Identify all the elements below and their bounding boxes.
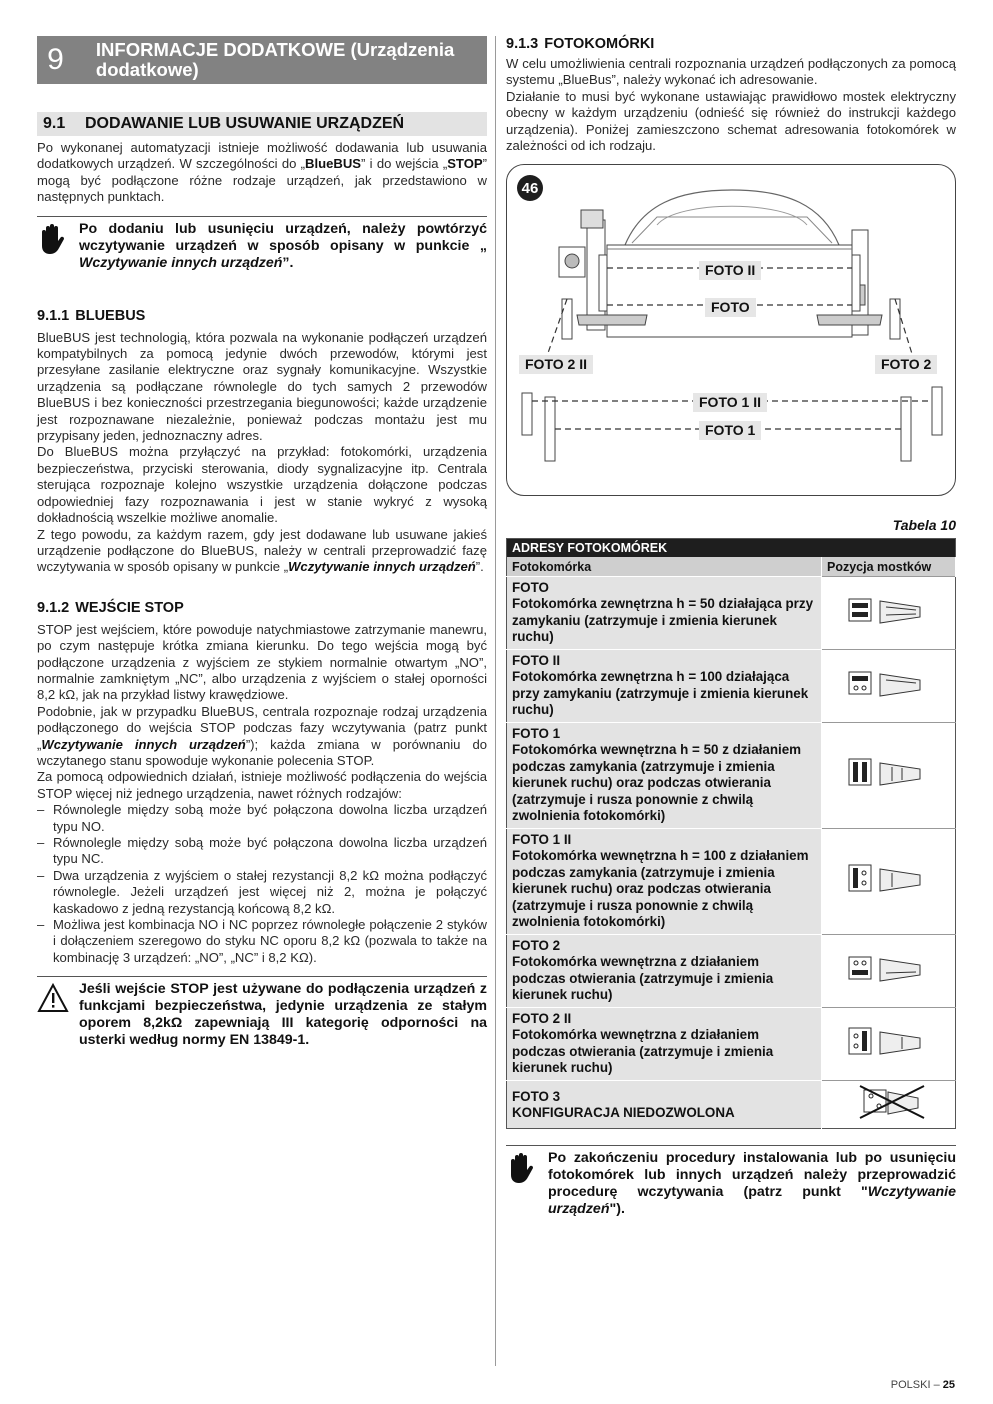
bluebus-paragraph-1: BlueBUS jest technologią, która pozwala na wykonanie podłączeń urządzeń kompatybilnych za pomocą jedynie dwóch przewodów, którymi jest przesyłane zasilanie elektryczne oraz sygnały komunikacyjne. Wszystkie urządzenia są podłączane równolegle do tych samych 2 przewodów BlueBUS i bez konieczności przestrzegania biegunowości; każde urządzenie jest rozpoznawane niezależnie, ponieważ podczas montażu jest mu przypisany jeden, jednoznaczny adres. xyxy=(37,329,487,444)
stop-list xyxy=(37,802,487,966)
bluebus-paragraph-3: Z tego powodu, za każdym razem, gdy jest dodawane lub usuwane jakieś urządzenie podłączone do BlueBUS, należy w centrali przeprowadzić fazę wczytywania w sposób opisany w punkcie „Wczytywanie innych urządzeń”. xyxy=(37,526,487,575)
list-item: – Dwa urządzenia z wyjściem o stałej rezystancji 8,2 kΩ można podłączyć równolegle. Jeżeli urządzeń jest więcej niż 2, można je połączyć kaskadowo z jedną rezystancją końcową 8,2 kΩ. xyxy=(37,868,487,917)
table-row: FOTO 3 KONFIGURACJA NIEDOZWOLONA xyxy=(507,1080,956,1128)
stop-paragraph-1: STOP jest wejściem, które powoduje natychmiastowe zatrzymanie manewru, po czym następuje krótka zmiana kierunku. Do tego wejścia mogą być podłączone urządzenia z wyjściem ze stykiem normalnie otwartym „NO”, normalnie zamkniętym „NC”, albo urządzenia z wyjściem o stałej oporności 8,2 kΩ, jak na przykład listwy krawędziowe. xyxy=(37,621,487,703)
table-row: FOTO 2 Fotokomórka wewnętrzna z działaniem podczas otwierania (zatrzymuje i zmienia kierunek ruchu) xyxy=(507,934,956,1007)
jumper-diagram-icon xyxy=(822,576,956,649)
section-number: 9.1 xyxy=(43,115,66,132)
section-9-1-paragraph: Po wykonanej automatyzacji istnieje możliwość dodawania lub usuwania dodatkowych urządzeń. W szczególności do „BlueBUS” i do wejścia „STOP” mogą być podłączone różne rodzaje urządzeń, jak przedstawiono w następnych punktach. xyxy=(37,140,487,205)
label-foto-2-ii: FOTO 2 II xyxy=(519,355,593,374)
jumper-diagram-icon xyxy=(822,649,956,722)
jumper-diagram-icon xyxy=(822,722,956,828)
section-title: DODAWANIE LUB USUWANIE URZĄDZEŃ xyxy=(85,115,405,132)
figure-number-badge: 46 xyxy=(517,175,543,201)
figure-46-photocell-layout xyxy=(506,164,956,496)
left-column xyxy=(37,36,487,1049)
right-column xyxy=(506,36,956,1218)
section-9-1-heading xyxy=(37,112,487,136)
note-reload-devices xyxy=(37,216,487,272)
jumper-diagram-icon xyxy=(822,934,956,1007)
final-note xyxy=(506,1145,956,1218)
list-item: – Równolegle między sobą może być połączona dowolna liczba urządzeń typu NO. xyxy=(37,802,487,835)
hand-stop-icon xyxy=(506,1150,548,1218)
warning-stop-safety xyxy=(37,976,487,1049)
column-header-photocell: Fotokomórka xyxy=(507,557,822,576)
page-footer: POLSKI – 25 xyxy=(890,1379,955,1391)
chapter-number: 9 xyxy=(47,43,64,76)
warning-text: Jeśli wejście STOP jest używane do podłączenia urządzeń z funkcjami bezpieczeństwa, jedynie urządzenia ze stałym oporem 8,2kΩ zapewniają III kategorię odporności na usterki według normy EN 13849-1. xyxy=(79,981,487,1049)
section-9-1-2-heading: 9.1.2 WEJŚCIE STOP xyxy=(37,599,184,616)
forbidden-config-icon xyxy=(822,1080,956,1128)
label-foto: FOTO xyxy=(705,298,756,317)
label-foto-1: FOTO 1 xyxy=(699,421,761,440)
table-row: FOTO 1 Fotokomórka wewnętrzna h = 50 z działaniem podczas zamykania (zatrzymuje i zmienia kierunek ruchu) oraz podczas otwierania (zatrzymuje i rusza ponownie z chwilą zwolnienia fotokomórki) xyxy=(507,722,956,828)
list-item: – Możliwa jest kombinacja NO i NC poprzez równoległe połączenie 2 styków i dołączeniem szeregowo do styku NC oporu 8,2 kΩ (pozwala to także na kombinację 3 urządzeń: „NO”, „NC” i 8,2 KΩ). xyxy=(37,917,487,966)
jumper-diagram-icon xyxy=(822,1007,956,1080)
table-title: ADRESY FOTOKOMÓREK xyxy=(507,539,956,558)
photocell-address-table xyxy=(506,538,956,1129)
table-caption: Tabela 10 xyxy=(892,517,956,534)
note-text: Po dodaniu lub usunięciu urządzeń, należy powtórzyć wczytywanie urządzeń w sposób opisany w punkcie „ Wczytywanie innych urządzeń”. xyxy=(79,220,487,271)
column-divider xyxy=(495,36,496,1366)
table-row: FOTO II Fotokomórka zewnętrzna h = 100 działająca przy zamykaniu (zatrzymuje i zmienia kierunek ruchu) xyxy=(507,649,956,722)
warning-triangle-icon xyxy=(37,981,79,1049)
label-foto-ii: FOTO II xyxy=(699,261,761,280)
jumper-diagram-icon xyxy=(822,828,956,934)
photocells-paragraph-2: Działanie to musi być wykonane ustawiając prawidłowo mostek elektryczny obecny w każdym urządzeniu (odnieść się również do instrukcji każdego urządzenia). Poniżej zamieszczono schemat adresowania fotokomórek w zależności od ich rodzaju. xyxy=(506,88,956,154)
table-row: FOTO 2 II Fotokomórka wewnętrzna z działaniem podczas otwierania (zatrzymuje i zmienia kierunek ruchu) xyxy=(507,1007,956,1080)
gate-illustration xyxy=(507,165,956,496)
table-row: FOTO 1 II Fotokomórka wewnętrzna h = 100 z działaniem podczas zamykania (zatrzymuje i zmienia kierunek ruchu) oraz podczas otwierania (zatrzymuje i rusza ponownie z chwilą zwolnienia fotokomórki) xyxy=(507,828,956,934)
chapter-title: INFORMACJE DODATKOWE (Urządzenia dodatkowe) xyxy=(95,39,455,80)
photocells-paragraph-1: W celu umożliwienia centrali rozpoznania urządzeń podłączonych za pomocą systemu „BlueBus”, należy wykonać ich adresowanie. xyxy=(506,56,956,88)
table-row: FOTO Fotokomórka zewnętrzna h = 50 działająca przy zamykaniu (zatrzymuje i zmienia kierunek ruchu) xyxy=(507,576,956,649)
bluebus-paragraph-2: Do BlueBUS można przyłączyć na przykład: fotokomórki, urządzenia bezpieczeństwa, przyciski sterowania, diody sygnalizacyjne itp. Centrala sterująca rozpoznaje kolejno wszystkie urządzenia dołączone podczas odpowiedniej fazy rozpoznawania i jest w stanie wykryć z wysoką dokładnością wszelkie możliwe anomalie. xyxy=(37,444,487,526)
label-foto-2: FOTO 2 xyxy=(875,355,937,374)
stop-paragraph-2: Podobnie, jak w przypadku BlueBUS, centrala rozpoznaje rodzaj urządzenia podłączonego do wejścia STOP podczas fazy wczytywania (patrz punkt „Wczytywanie innych urządzeń”); każda zmiana w porównaniu do wczytanego stanu spowoduje wykonanie polecenia STOP. xyxy=(37,703,488,768)
section-9-1-1-heading: 9.1.1 BLUEBUS xyxy=(37,307,146,324)
stop-paragraph-3: Za pomocą odpowiednich działań, istnieje możliwość podłączenia do wejścia STOP więcej niż jednego urządzenia, nawet różnych rodzajów: xyxy=(37,769,487,801)
chapter-header xyxy=(37,36,487,84)
section-9-1-3-heading: 9.1.3 FOTOKOMÓRKI xyxy=(506,36,655,52)
final-note-text: Po zakończeniu procedury instalowania lub po usunięciu fotokomórek lub innych urządzeń należy przeprowadzić procedurę wczytywania (patrz punkt "Wczytywanie urządzeń"). xyxy=(548,1149,956,1217)
list-item: – Równolegle między sobą może być połączona dowolna liczba urządzeń typu NC. xyxy=(37,835,487,868)
label-foto-1-ii: FOTO 1 II xyxy=(693,393,767,412)
hand-stop-icon xyxy=(37,221,79,272)
column-header-jumpers: Pozycja mostków xyxy=(822,557,956,576)
